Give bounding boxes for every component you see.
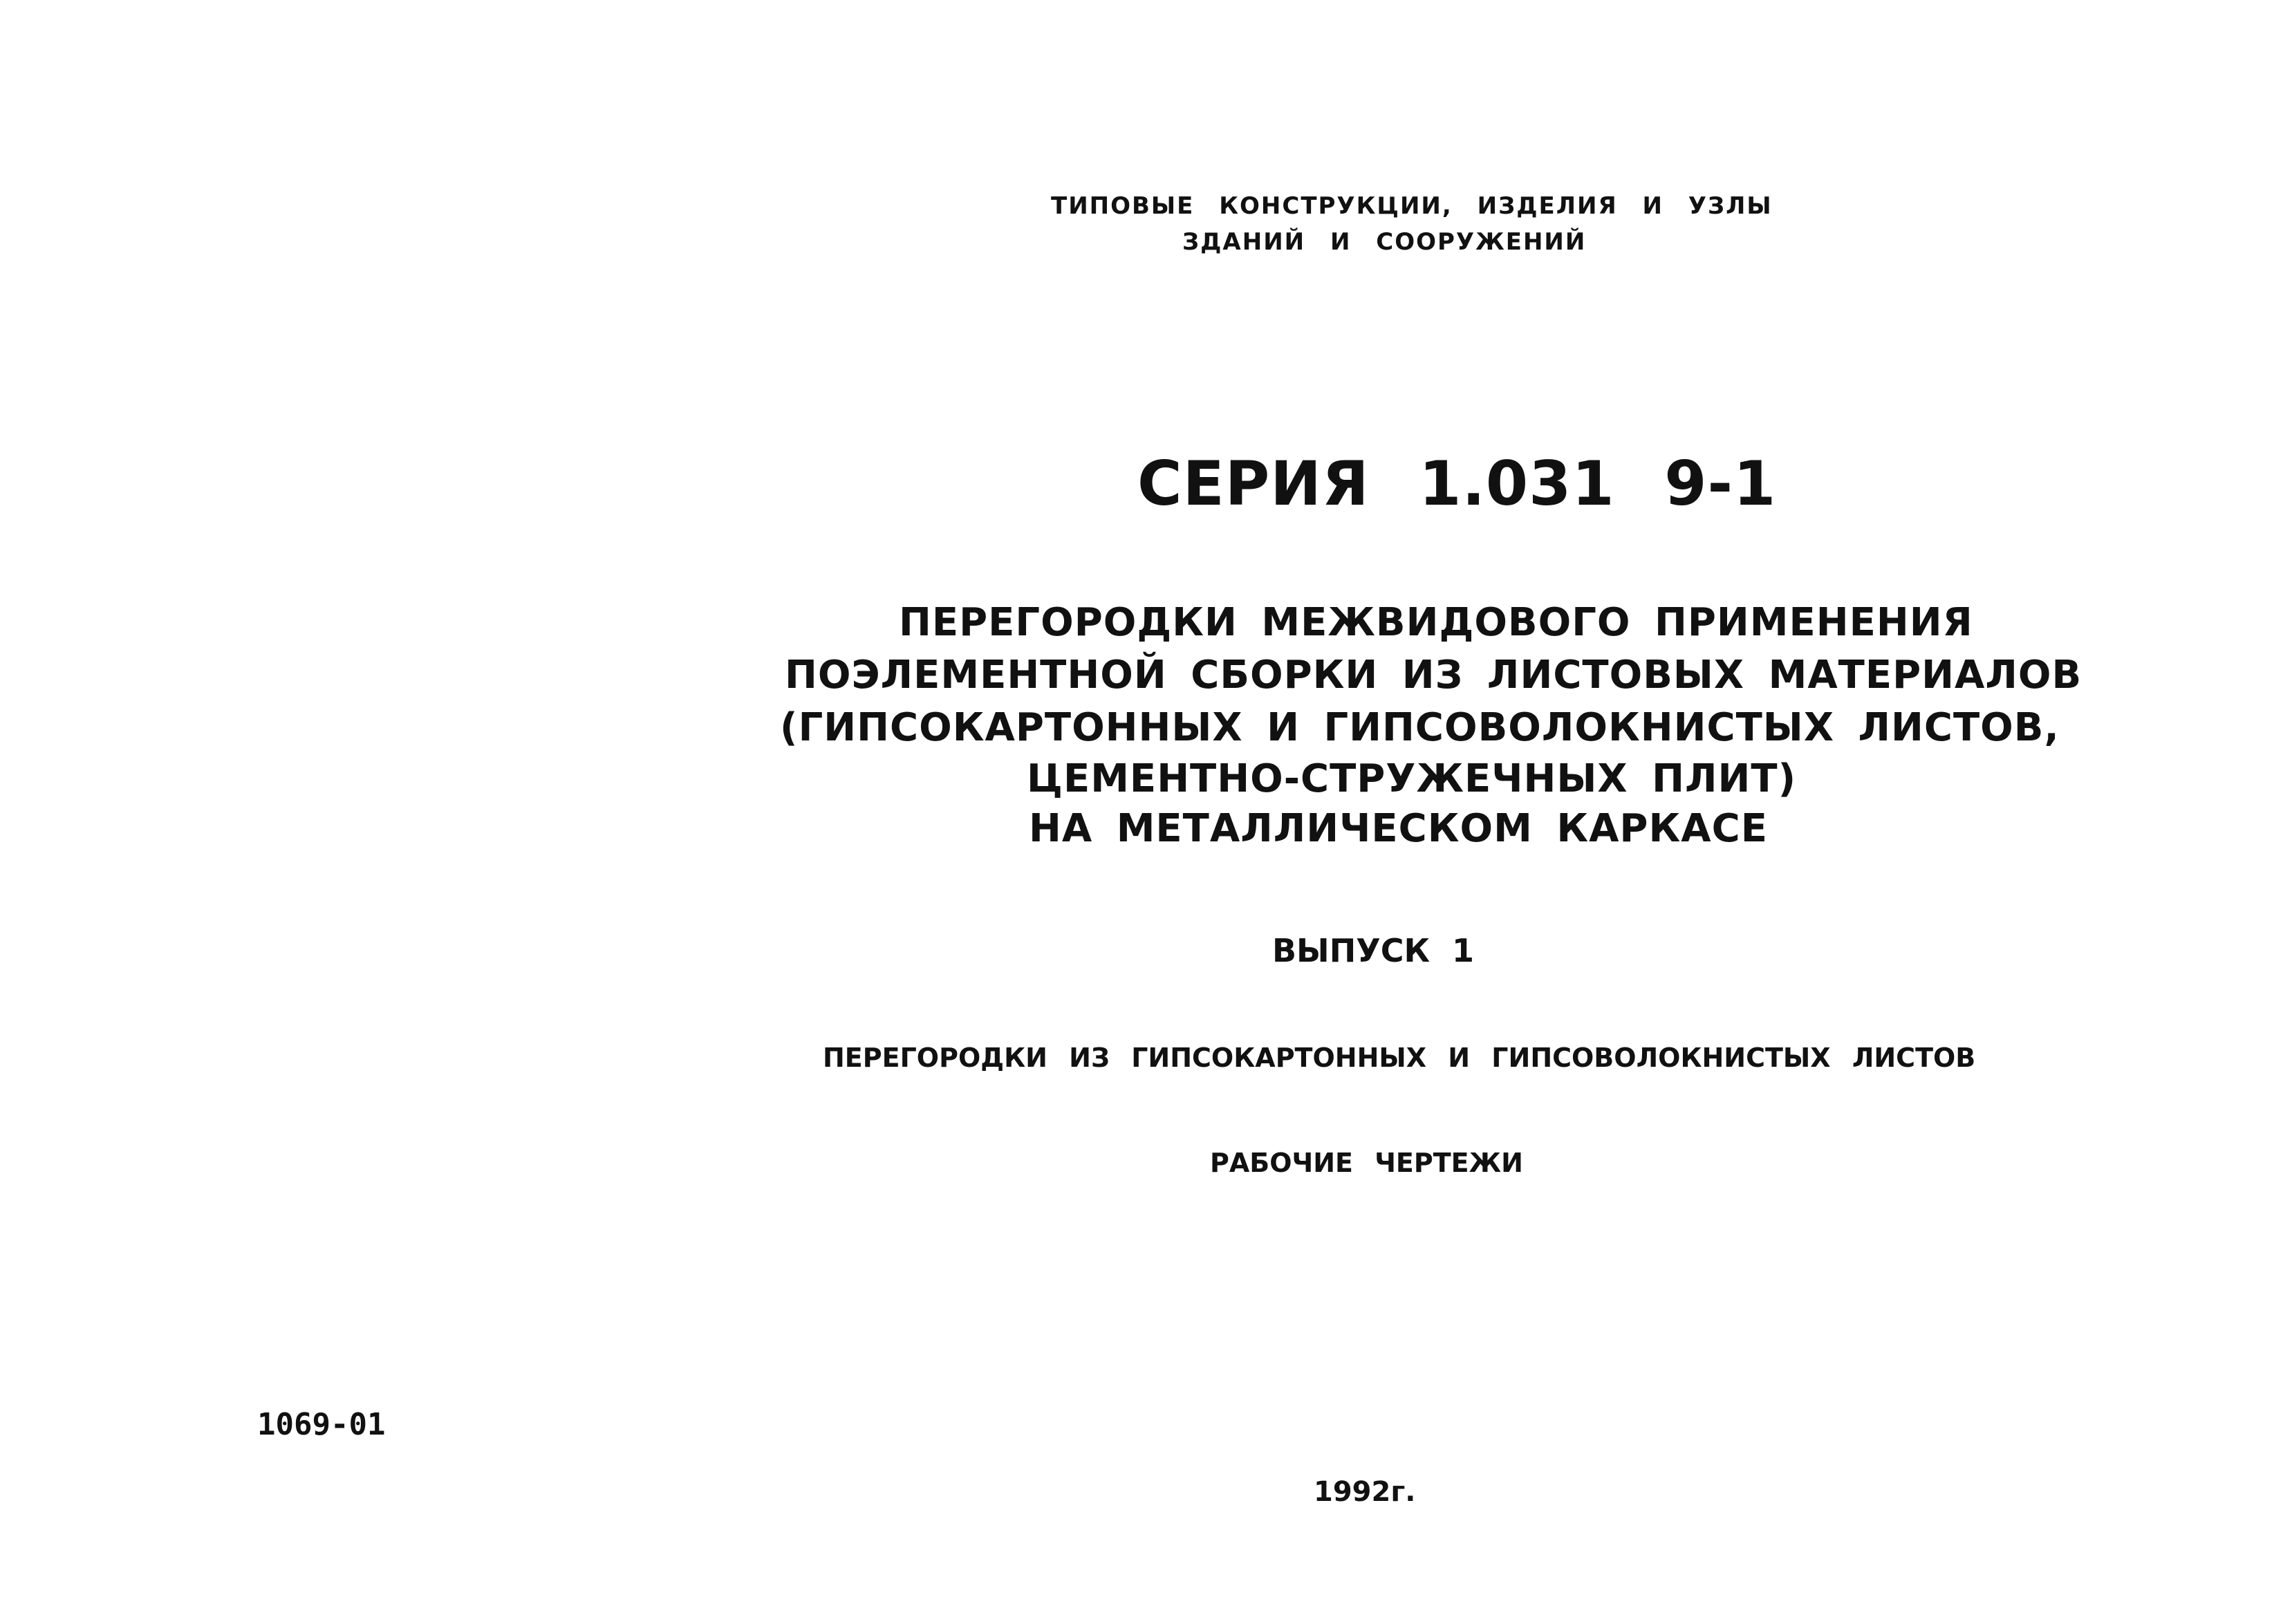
working-drawings-label: РАБОЧИЕ ЧЕРТЕЖИ [1210,1148,1523,1178]
main-title-line-5: НА МЕТАЛЛИЧЕСКОМ КАРКАСЕ [1029,806,1768,851]
main-title-line-4: ЦЕМЕНТНО-СТРУЖЕЧНЫХ ПЛИТ) [1027,756,1797,801]
header-line-2: ЗДАНИЙ И СООРУЖЕНИЙ [1182,228,1587,256]
header-line-1: ТИПОВЫЕ КОНСТРУКЦИИ, ИЗДЕЛИЯ И УЗЛЫ [1051,192,1773,220]
issue-label: ВЫПУСК 1 [1272,932,1475,969]
publication-year: 1992г. [1314,1476,1416,1508]
main-title-line-2: ПОЭЛЕМЕНТНОЙ СБОРКИ ИЗ ЛИСТОВЫХ МАТЕРИАЛОВ [785,653,2083,698]
series-title: СЕРИЯ 1.031 9-1 [1137,448,1777,519]
inventory-number: 1069-01 [257,1407,386,1442]
main-title-line-1: ПЕРЕГОРОДКИ МЕЖВИДОВОГО ПРИМЕНЕНИЯ [899,600,1973,645]
main-title-line-3: (ГИПСОКАРТОННЫХ И ГИПСОВОЛОКНИСТЫХ ЛИСТОВ, [780,705,2060,750]
subtitle: ПЕРЕГОРОДКИ ИЗ ГИПСОКАРТОННЫХ И ГИПСОВОЛОКНИСТЫХ ЛИСТОВ [823,1043,1976,1073]
